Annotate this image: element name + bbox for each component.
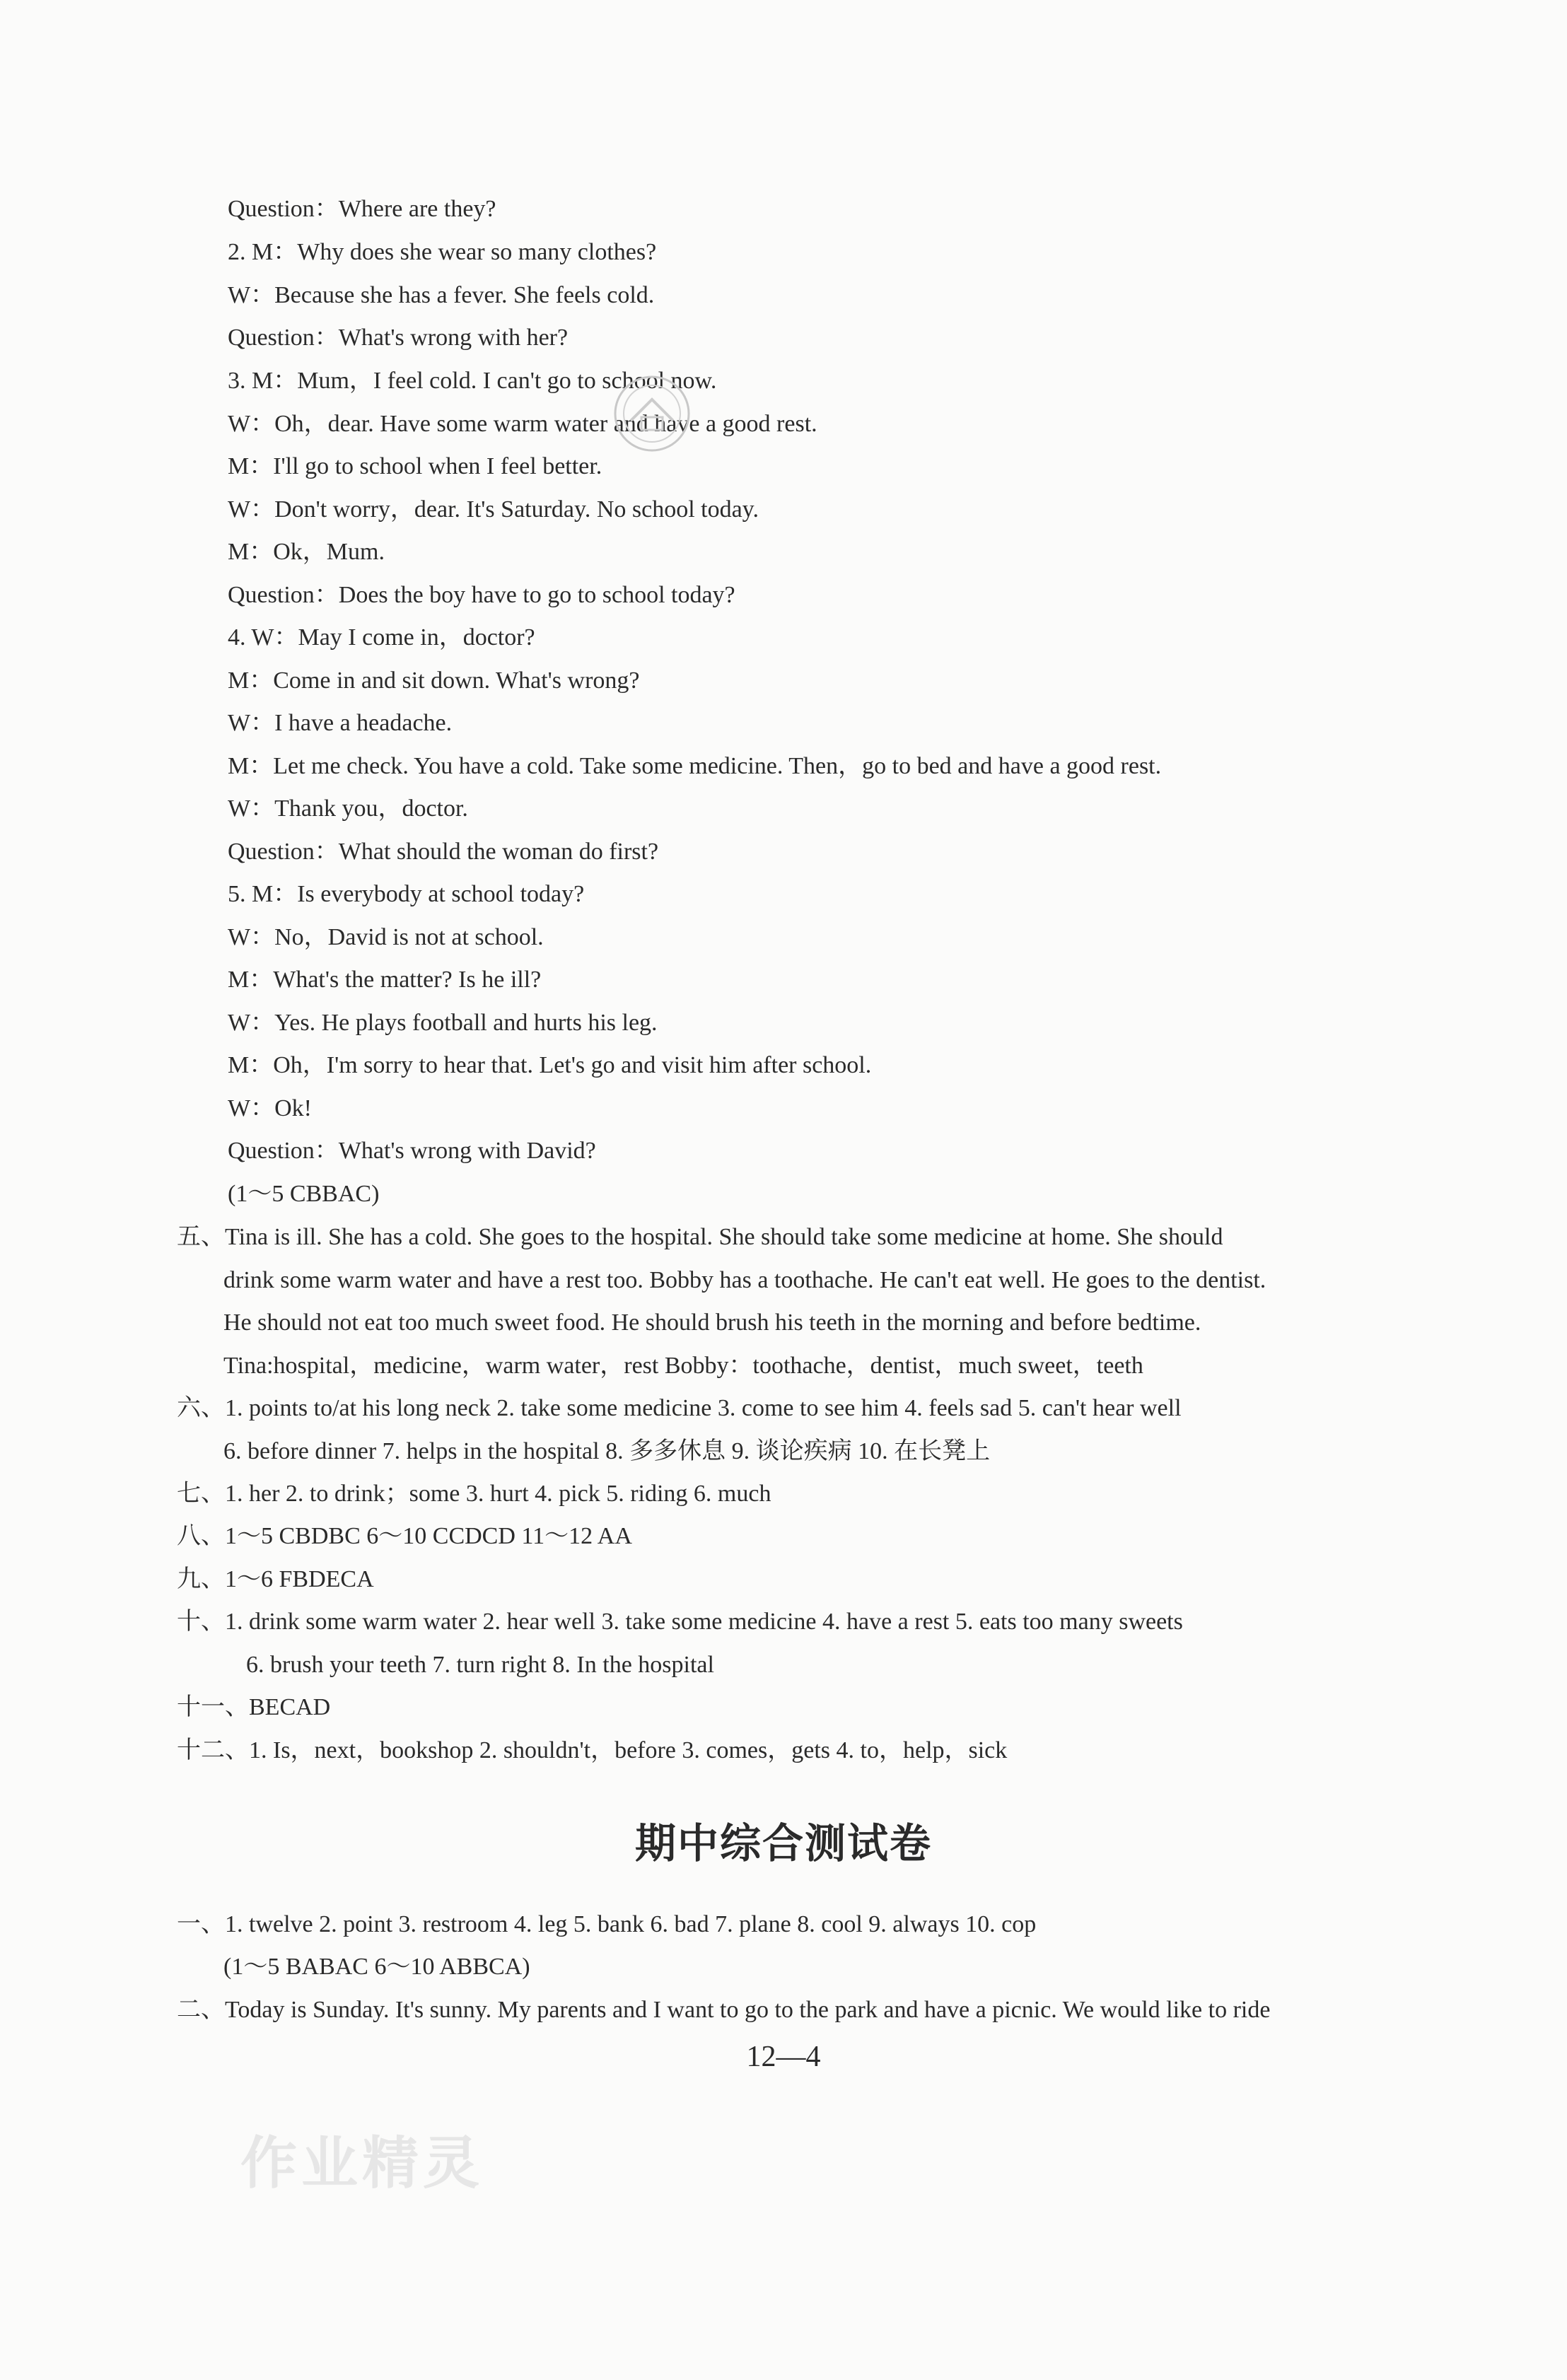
section-heading: 期中综合测试卷 bbox=[634, 1819, 932, 1867]
text-line: M：What's the matter? Is he ill? bbox=[228, 967, 542, 993]
text-line: 十一、BECAD bbox=[177, 1694, 331, 1720]
text-line: Question：What should the woman do first? bbox=[228, 839, 659, 865]
text-line: drink some warm water and have a rest too. Bobby has a toothache. He can't eat well. He goes to the dentist. bbox=[223, 1267, 1266, 1293]
text-line: Question：Where are they? bbox=[228, 196, 496, 222]
text-line: 五、Tina is ill. She has a cold. She goes to the hospital. She should take some medicine at home. She should bbox=[177, 1224, 1223, 1250]
text-line: 九、1～6 FBDECA bbox=[177, 1566, 374, 1592]
text-line: He should not eat too much sweet food. He should brush his teeth in the morning and before bedtime. bbox=[223, 1309, 1201, 1336]
page-number: 12—4 bbox=[746, 2041, 821, 2073]
text-line: Question：What's wrong with her? bbox=[228, 325, 569, 351]
text-line: M：Oh，I'm sorry to hear that. Let's go and visit him after school. bbox=[228, 1052, 872, 1078]
text-line: W：Thank you，doctor. bbox=[228, 795, 468, 822]
text-line: 6. before dinner 7. helps in the hospital 8. 多多休息 9. 谈论疾病 10. 在长凳上 bbox=[223, 1438, 991, 1464]
watermark: 作业精灵 bbox=[240, 2130, 484, 2196]
text-line: W：I have a headache. bbox=[228, 710, 453, 736]
text-line: 七、1. her 2. to drink；some 3. hurt 4. pick 5. riding 6. much bbox=[177, 1481, 771, 1507]
text-line: (1～5 BABAC 6～10 ABBCA) bbox=[223, 1954, 530, 1980]
text-line: Question：Does the boy have to go to school today? bbox=[228, 582, 735, 608]
text-line: 十、1. drink some warm water 2. hear well 3. take some medicine 4. have a rest 5. eats too many sweets bbox=[177, 1609, 1183, 1635]
text-line: W：Don't worry，dear. It's Saturday. No school today. bbox=[228, 496, 759, 523]
text-line: W：Oh，dear. Have some warm water and have a good rest. bbox=[228, 411, 817, 437]
text-line: 十二、1. Is，next，bookshop 2. shouldn't，before 3. comes，gets 4. to，help，sick bbox=[177, 1737, 1008, 1763]
text-line: 八、1～5 CBDBC 6～10 CCDCD 11～12 AA bbox=[177, 1523, 632, 1549]
text-line: M：Come in and sit down. What's wrong? bbox=[228, 667, 640, 694]
text-line: W：Yes. He plays football and hurts his leg. bbox=[228, 1010, 658, 1036]
text-line: Question：What's wrong with David? bbox=[228, 1138, 596, 1164]
text-line: 一、1. twelve 2. point 3. restroom 4. leg 5. bank 6. bad 7. plane 8. cool 9. always 10. cop bbox=[177, 1911, 1037, 1937]
text-line: M：Ok，Mum. bbox=[228, 539, 385, 565]
text-line: M：I'll go to school when I feel better. bbox=[228, 453, 602, 479]
text-line: 5. M：Is everybody at school today? bbox=[228, 881, 585, 907]
text-line: 4. W：May I come in，doctor? bbox=[228, 624, 535, 651]
text-line: W：Ok! bbox=[228, 1095, 312, 1121]
stamp-icon bbox=[610, 371, 694, 456]
text-line: W：No，David is not at school. bbox=[228, 924, 544, 950]
text-line: M：Let me check. You have a cold. Take some medicine. Then，go to bed and have a good rest. bbox=[228, 753, 1162, 779]
text-line: 二、Today is Sunday. It's sunny. My parents and I want to go to the park and have a picnic. We would like to ride bbox=[177, 1997, 1271, 2023]
text-line: 六、1. points to/at his long neck 2. take some medicine 3. come to see him 4. feels sad 5. can't hear well bbox=[177, 1395, 1182, 1421]
text-line: Tina:hospital，medicine，warm water，rest Bobby：toothache，dentist，much sweet，teeth bbox=[223, 1353, 1143, 1379]
text-line: 3. M：Mum，I feel cold. I can't go to school now. bbox=[228, 368, 717, 394]
text-line: (1～5 CBBAC) bbox=[228, 1181, 380, 1207]
text-line: 2. M：Why does she wear so many clothes? bbox=[228, 239, 657, 265]
text-line: 6. brush your teeth 7. turn right 8. In the hospital bbox=[246, 1652, 714, 1678]
text-line: W：Because she has a fever. She feels cold. bbox=[228, 282, 655, 308]
